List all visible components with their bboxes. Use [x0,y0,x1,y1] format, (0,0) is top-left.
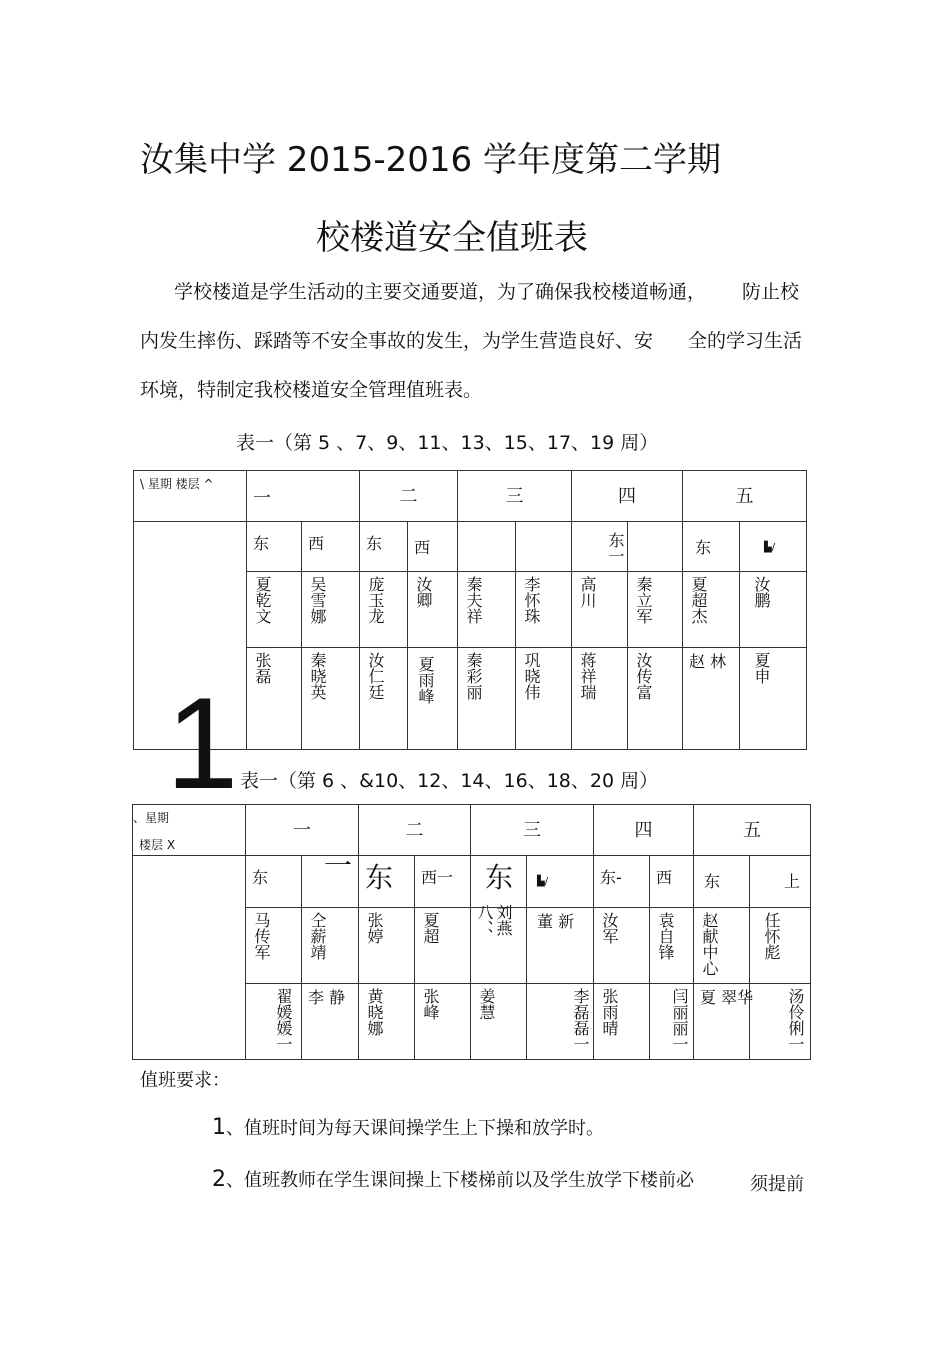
table2-day-5: 五 [694,805,811,856]
table2-caption: 表一（第 6 、&10、12、14、16、18、20 周） [240,770,659,792]
table1-side: 西 [408,522,458,572]
table2-name: 翟媛媛一 [246,984,302,1060]
table2-name: 姜慧 [471,984,527,1060]
table1-side [458,522,516,572]
intro-line-1-tail: 防止校 [742,281,800,303]
table1-day-4: 四 [572,471,683,522]
document-title: 汝集中学 2015-2016 学年度第二学期 [140,140,721,180]
table2-side: 东 [246,856,302,908]
table1-side: 东 [683,522,740,572]
intro-line-3: 环境，特制定我校楼道安全管理值班表。 [140,379,483,401]
table2-day-2: 二 [359,805,471,856]
table2-floor-cell [133,856,246,1060]
table1-name: 秦晓英 [302,648,360,750]
table2-name: 赵献中心 [694,908,750,984]
table2-side: 一 [302,856,359,908]
table1-name: 蒋祥瑞 [572,648,628,750]
table1-name: 夏申 [740,648,807,750]
table1-name: 夏乾文 [247,572,302,648]
intro-line-1: 学校楼道是学生活动的主要交通要道，为了确保我校楼道畅通， [174,281,707,303]
table1-name: 秦立军 [628,572,683,648]
table2-name: 袁自锋 [650,908,694,984]
table2-name: 闫丽丽一 [650,984,694,1060]
table1-caption: 表一（第 5 、7、9、11、13、15、17、19 周） [236,432,659,454]
table1-side: 东 [247,522,302,572]
requirement-2-tail: 须提前 [750,1174,804,1195]
table1-name: 高川 [572,572,628,648]
table1-name: 秦彩丽 [458,648,516,750]
table2-side: 东- [594,856,650,908]
intro-line-2-tail: 全的学习生活 [688,330,803,352]
requirements-label: 值班要求： [140,1070,230,1091]
table2-name: 刘燕八、、 [471,908,527,984]
table1-day-2: 二 [360,471,458,522]
table1-name: 汝仁廷 [360,648,408,750]
table1-name: 汝鹏 [740,572,807,648]
table2-name: 李 静 [302,984,359,1060]
table1-name: 吴雪娜 [302,572,360,648]
table2-name: 张峰 [415,984,471,1060]
requirement-2-number: 2 [212,1167,226,1192]
requirement-1 [212,1114,604,1140]
requirement-2-text: 、值班教师在学生课间操上下楼梯前以及学生放学下楼前必 [226,1170,694,1191]
requirement-2 [212,1166,694,1192]
table1-day-3: 三 [458,471,572,522]
table2-name: 汤伶俐一 [750,984,811,1060]
table2-name: 仝薪靖 [302,908,359,984]
table2-name: 任怀彪 [750,908,811,984]
table2-side: 西一 [415,856,471,908]
table2-name: 黄晓娜 [359,984,415,1060]
table2-day-1: 一 [246,805,359,856]
table2-name: 夏 翠华 [694,984,750,1060]
table1-name: 汝卿 [408,572,458,648]
table1-name: 巩晓伟 [516,648,572,750]
table2-name: 汝军 [594,908,650,984]
intro-line-2: 内发生摔伤、踩踏等不安全事故的发生，为学生营造良好、安 [140,330,654,352]
table2-side: 东 [471,856,527,908]
table1-corner: \ 星期 楼层 ^ [134,471,247,522]
table1-name: 夏超杰 [683,572,740,648]
table2-corner: 、星期 楼层 X [133,805,246,856]
table1-side: 东 [360,522,408,572]
table1-name: 汝传富 [628,648,683,750]
table1-side: ▙/ [740,522,807,572]
duty-table-2 [132,804,811,1060]
document-subtitle: 校楼道安全值班表 [316,218,588,258]
requirement-1-text: 、值班时间为每天课间操学生上下操和放学时。 [226,1118,604,1139]
requirement-1-number: 1 [212,1115,226,1140]
table2-name: 张雨晴 [594,984,650,1060]
table2-side: 上 [750,856,811,908]
table1-day-5: 五 [683,471,807,522]
table2-day-4: 四 [594,805,694,856]
table1-side: 西 [302,522,360,572]
page-number: 1 [166,670,239,816]
table1-name: 张磊 [247,648,302,750]
table2-side: ▙/ [527,856,594,908]
table2-day-3: 三 [471,805,594,856]
table1-side [628,522,683,572]
table2-name: 张婷 [359,908,415,984]
table1-name: 夏雨峰 [408,648,458,750]
table2-side: 东 [694,856,750,908]
table2-side: 西 [650,856,694,908]
table1-name: 秦夫祥 [458,572,516,648]
table2-name: 夏超 [415,908,471,984]
table2-name: 马传军 [246,908,302,984]
table1-name: 赵 林 [683,648,740,750]
table2-name: 董 新 [527,908,594,984]
table1-name: 庞玉龙 [360,572,408,648]
table2-name: 李磊磊一 [527,984,594,1060]
table2-side: 东 [359,856,415,908]
table1-name: 李怀珠 [516,572,572,648]
table1-day-1: 一 [247,471,360,522]
table1-side: 东一 [572,522,628,572]
table1-side [516,522,572,572]
